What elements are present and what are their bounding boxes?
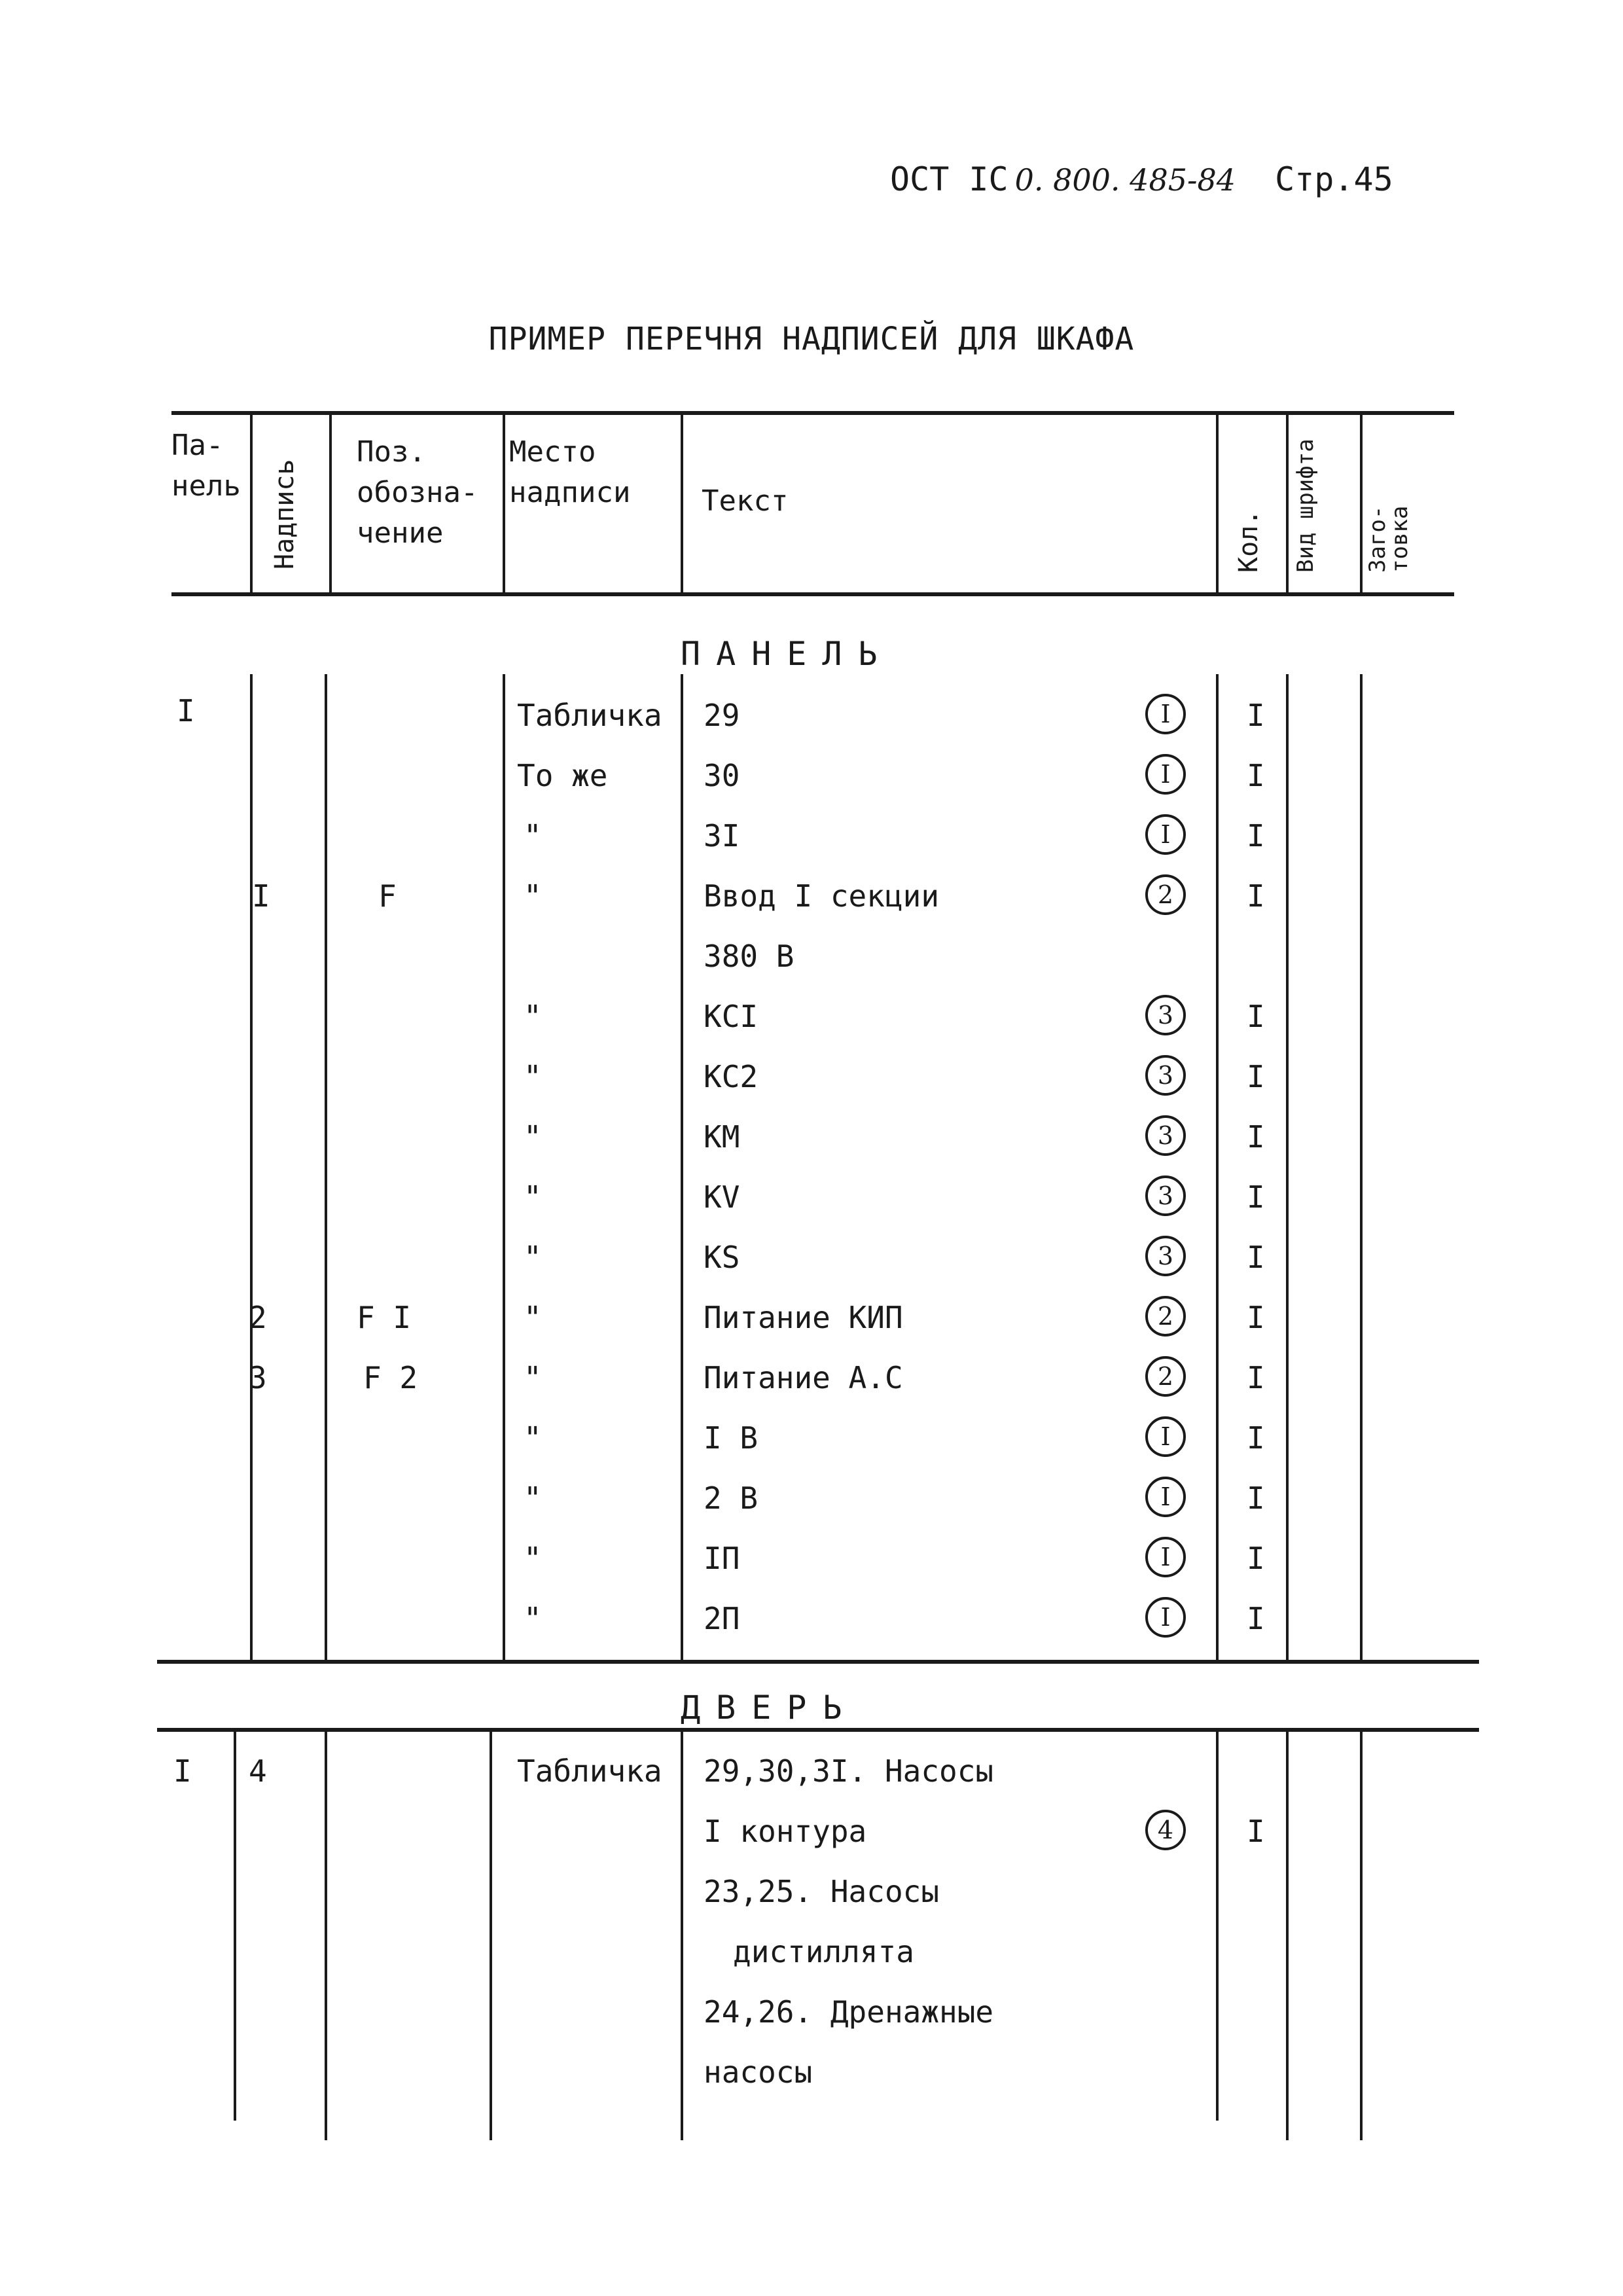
cell-text: КМ xyxy=(704,1119,740,1155)
cell-place: " xyxy=(524,1240,542,1275)
cell-qty: I xyxy=(1247,1119,1265,1155)
cell-qty: I xyxy=(1247,878,1265,914)
font-type-circle: 2 xyxy=(1145,1356,1186,1397)
cell-qty: I xyxy=(1247,1541,1265,1576)
cell-text: дистиллята xyxy=(733,1934,914,1969)
cell-place: " xyxy=(524,1601,542,1636)
column-divider xyxy=(1286,1728,1289,2140)
header-divider xyxy=(329,411,332,594)
cell-position: F xyxy=(378,878,397,914)
cell-text: 2П xyxy=(704,1601,740,1636)
doc-number-handwritten: 0. 800. 485-84 xyxy=(1014,162,1236,198)
font-type-circle: 3 xyxy=(1145,1055,1186,1096)
col-header-quantity: Кол. xyxy=(1234,509,1264,573)
header-divider xyxy=(250,411,253,594)
cell-qty: I xyxy=(1247,758,1265,793)
cell-text: КV xyxy=(704,1179,740,1215)
cell-place: " xyxy=(524,1059,542,1094)
document-header xyxy=(890,160,1393,198)
cell-inscription: 4 xyxy=(249,1753,267,1789)
cell-text: КСI xyxy=(704,999,758,1034)
cell-place: " xyxy=(524,1360,542,1395)
col-header-position: Поз. обозна- чение xyxy=(357,435,478,550)
cell-place: То же xyxy=(517,758,608,793)
font-type-circle: I xyxy=(1145,1416,1186,1457)
cell-qty: I xyxy=(1247,1420,1265,1456)
col-header-font-type: Вид шрифта xyxy=(1293,439,1319,573)
header-divider xyxy=(503,411,505,594)
column-divider xyxy=(325,674,327,1660)
column-divider xyxy=(490,1728,492,2140)
cell-qty: I xyxy=(1247,1814,1265,1849)
section-title-panel: ПАНЕЛЬ xyxy=(681,635,893,673)
col-header-blank: Заго- товка xyxy=(1364,505,1413,573)
cell-text: 380 В xyxy=(704,939,794,974)
font-type-circle: I xyxy=(1145,1537,1186,1577)
font-type-circle: I xyxy=(1145,754,1186,795)
cell-place: " xyxy=(524,1300,542,1335)
cell-inscription: 2 xyxy=(249,1300,267,1335)
col-header-place: Место надписи xyxy=(509,435,631,509)
cell-text: 23,25. Насосы xyxy=(704,1874,940,1909)
panel-section-end-rule xyxy=(157,1660,1479,1664)
cell-qty: I xyxy=(1247,818,1265,853)
col-header-text: Текст xyxy=(702,484,789,518)
cell-place: " xyxy=(524,1420,542,1456)
column-divider xyxy=(1286,674,1289,1660)
column-divider xyxy=(250,674,253,1660)
doc-code: ОСТ IС xyxy=(890,160,1008,198)
cell-position: F 2 xyxy=(363,1360,418,1395)
font-type-circle: 2 xyxy=(1145,874,1186,915)
column-divider xyxy=(325,1728,327,2140)
font-type-circle: I xyxy=(1145,1477,1186,1517)
header-divider xyxy=(1360,411,1363,594)
cell-text: 2 В xyxy=(704,1480,758,1516)
col-header-panel: Па- нель xyxy=(171,429,241,503)
column-divider xyxy=(503,674,505,1660)
cell-position: F I xyxy=(357,1300,412,1335)
cell-place: " xyxy=(524,818,542,853)
cell-qty: I xyxy=(1247,1480,1265,1516)
cell-place: " xyxy=(524,1541,542,1576)
column-divider xyxy=(681,674,683,1660)
font-type-circle: 2 xyxy=(1145,1296,1186,1336)
cell-qty: I xyxy=(1247,698,1265,733)
cell-text: 24,26. Дренажные xyxy=(704,1994,994,2030)
cell-inscription: I xyxy=(252,878,270,914)
cell-qty: I xyxy=(1247,1360,1265,1395)
header-divider xyxy=(1216,411,1219,594)
col-header-inscription: Надпись xyxy=(270,459,300,569)
header-bottom-rule xyxy=(171,592,1454,596)
cell-text: I В xyxy=(704,1420,758,1456)
cell-text: 30 xyxy=(704,758,740,793)
column-divider xyxy=(1360,1728,1363,2140)
cell-qty: I xyxy=(1247,1179,1265,1215)
cell-qty: I xyxy=(1247,1601,1265,1636)
cell-place: Табличка xyxy=(517,1753,662,1789)
cell-place: Табличка xyxy=(517,698,662,733)
cell-place: " xyxy=(524,1119,542,1155)
cell-panel: I xyxy=(173,1753,192,1789)
column-divider xyxy=(1360,674,1363,1660)
cell-place: " xyxy=(524,999,542,1034)
cell-text: 3I xyxy=(704,818,740,853)
cell-text: IП xyxy=(704,1541,740,1576)
column-divider xyxy=(234,1728,236,2121)
font-type-circle: 3 xyxy=(1145,1175,1186,1216)
cell-text: 29 xyxy=(704,698,740,733)
font-type-circle: 3 xyxy=(1145,1115,1186,1156)
cell-qty: I xyxy=(1247,999,1265,1034)
cell-text: КС2 xyxy=(704,1059,758,1094)
font-type-circle: I xyxy=(1145,1597,1186,1638)
font-type-circle: 3 xyxy=(1145,1236,1186,1276)
cell-text: Питание А.С xyxy=(704,1360,903,1395)
table-top-rule xyxy=(171,411,1454,415)
cell-inscription: 3 xyxy=(249,1360,267,1395)
font-type-circle: I xyxy=(1145,814,1186,855)
cell-text: Ввод I секции xyxy=(704,878,940,914)
cell-place: " xyxy=(524,1179,542,1215)
font-type-circle: 4 xyxy=(1145,1810,1186,1850)
cell-panel: I xyxy=(177,693,195,728)
column-divider xyxy=(681,1728,683,2140)
font-type-circle: 3 xyxy=(1145,995,1186,1035)
document-title: ПРИМЕР ПЕРЕЧНЯ НАДПИСЕЙ ДЛЯ ШКАФА xyxy=(488,321,1135,357)
header-divider xyxy=(1286,411,1289,594)
door-section-start-rule xyxy=(157,1728,1479,1732)
column-divider xyxy=(1216,674,1219,1660)
cell-place: " xyxy=(524,1480,542,1516)
header-divider xyxy=(681,411,683,594)
cell-qty: I xyxy=(1247,1300,1265,1335)
cell-qty: I xyxy=(1247,1059,1265,1094)
cell-text: 29,30,3I. Насосы xyxy=(704,1753,994,1789)
cell-place: " xyxy=(524,878,542,914)
section-title-door: ДВЕРЬ xyxy=(681,1689,858,1727)
page-number: Стр.45 xyxy=(1275,160,1393,198)
cell-text: КS xyxy=(704,1240,740,1275)
cell-qty: I xyxy=(1247,1240,1265,1275)
cell-text: I контура xyxy=(704,1814,867,1849)
cell-text: Питание КИП xyxy=(704,1300,903,1335)
font-type-circle: I xyxy=(1145,694,1186,734)
cell-text: насосы xyxy=(704,2054,813,2090)
column-divider xyxy=(1216,1728,1219,2121)
